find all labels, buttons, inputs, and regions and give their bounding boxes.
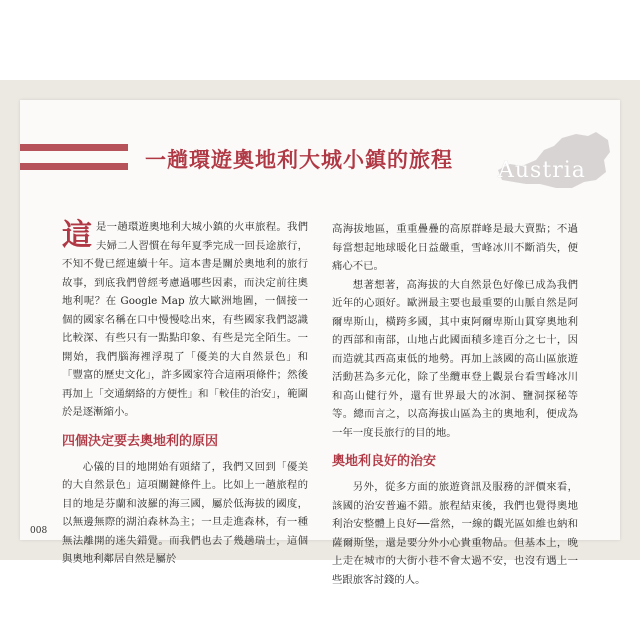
intro-paragraph	[62, 218, 308, 422]
country-label: Austria	[498, 158, 586, 183]
decorative-stripe-bottom	[20, 163, 128, 170]
intro-text: 是一趟環遊奧地利大城小鎮的火車旅程。我們夫婦二人習慣在每年夏季完成一回長途旅行，不知不覺已經連續十年。這本書是關於奧地利的旅行故事，到底我們曾經考慮過哪些因素，而決定前往奧地利呢？在 Google Map 放大歐洲地圖，一個接一個的國家名稱在口中慢慢唸出來，有些國家我們認識比較深、有些只有一點點印象、有些是完全陌生。一開始，我們腦海裡浮現了「優美的大自然景色」和「豐富的歷史文化」，許多國家符合這兩項條件；然後再加上「交通網絡的方便性」和「較佳的治安」，範圍於是逐漸縮小。	[62, 221, 308, 418]
right-column	[332, 220, 578, 589]
austria-map	[492, 124, 614, 204]
reasons-paragraph: 心儀的目的地開始有頭緒了，我們又回到「優美的大自然景色」這項關鍵條件上。比如上一趟旅程的目的地是芬蘭和波羅的海三國，屬於低海拔的國度，以無邊無際的湖泊森林為主；一旦走進森林，有一種無法離開的迷失錯覺。而我們也去了幾趟瑞士，這個與奧地利鄰居自然是屬於	[62, 460, 308, 565]
alps-paragraph: 想著想著，高海拔的大自然景色好像已成為我們近年的心頭好。歐洲最主要也最重要的山脈自然是阿爾卑斯山，橫跨多國，其中東阿爾卑斯山貫穿奧地利的西部和南部，山地占此國面積多達百分之七十，因而造就其西高東低的地勢。再加上該國的高山區旅遊活動甚為多元化，除了坐纜車登上觀景台看雪峰冰川和高山健行外，還有世界最大的冰洞、鹽洞探秘等等。總而言之，以高海拔山區為主的奧地利，便成為一年一度長旅行的目的地。	[332, 278, 578, 439]
safety-paragraph: 另外，從多方面的旅遊資訊及服務的評價來看，該國的治安普遍不錯。旅程結束後，我們也覺得奧地利治安整體上良好──當然，一線的觀光區如維也納和薩爾斯堡，還是要分外小心貴重物品。但基本上，晚上走在城市的大街小巷不會太過不安，也沒有遇上一些跟旅客討錢的人。	[332, 481, 578, 586]
left-column	[62, 218, 308, 569]
page-number: 008	[30, 526, 48, 536]
chapter-title: 一趟環遊奧地利大城小鎮的旅程	[145, 147, 453, 172]
subheading-reasons: 四個決定要去奧地利的原因	[62, 433, 219, 449]
continuation-paragraph: 高海拔地區，重重疊疊的高原群峰是最大賣點；不過每當想起地球暖化日益嚴重，雪峰冰川不斷消失，便痛心不已。	[332, 223, 578, 272]
decorative-stripe-top	[20, 144, 128, 151]
drop-cap: 這	[62, 218, 92, 253]
subheading-safety: 奧地利良好的治安	[332, 454, 437, 469]
book-page	[20, 100, 620, 586]
